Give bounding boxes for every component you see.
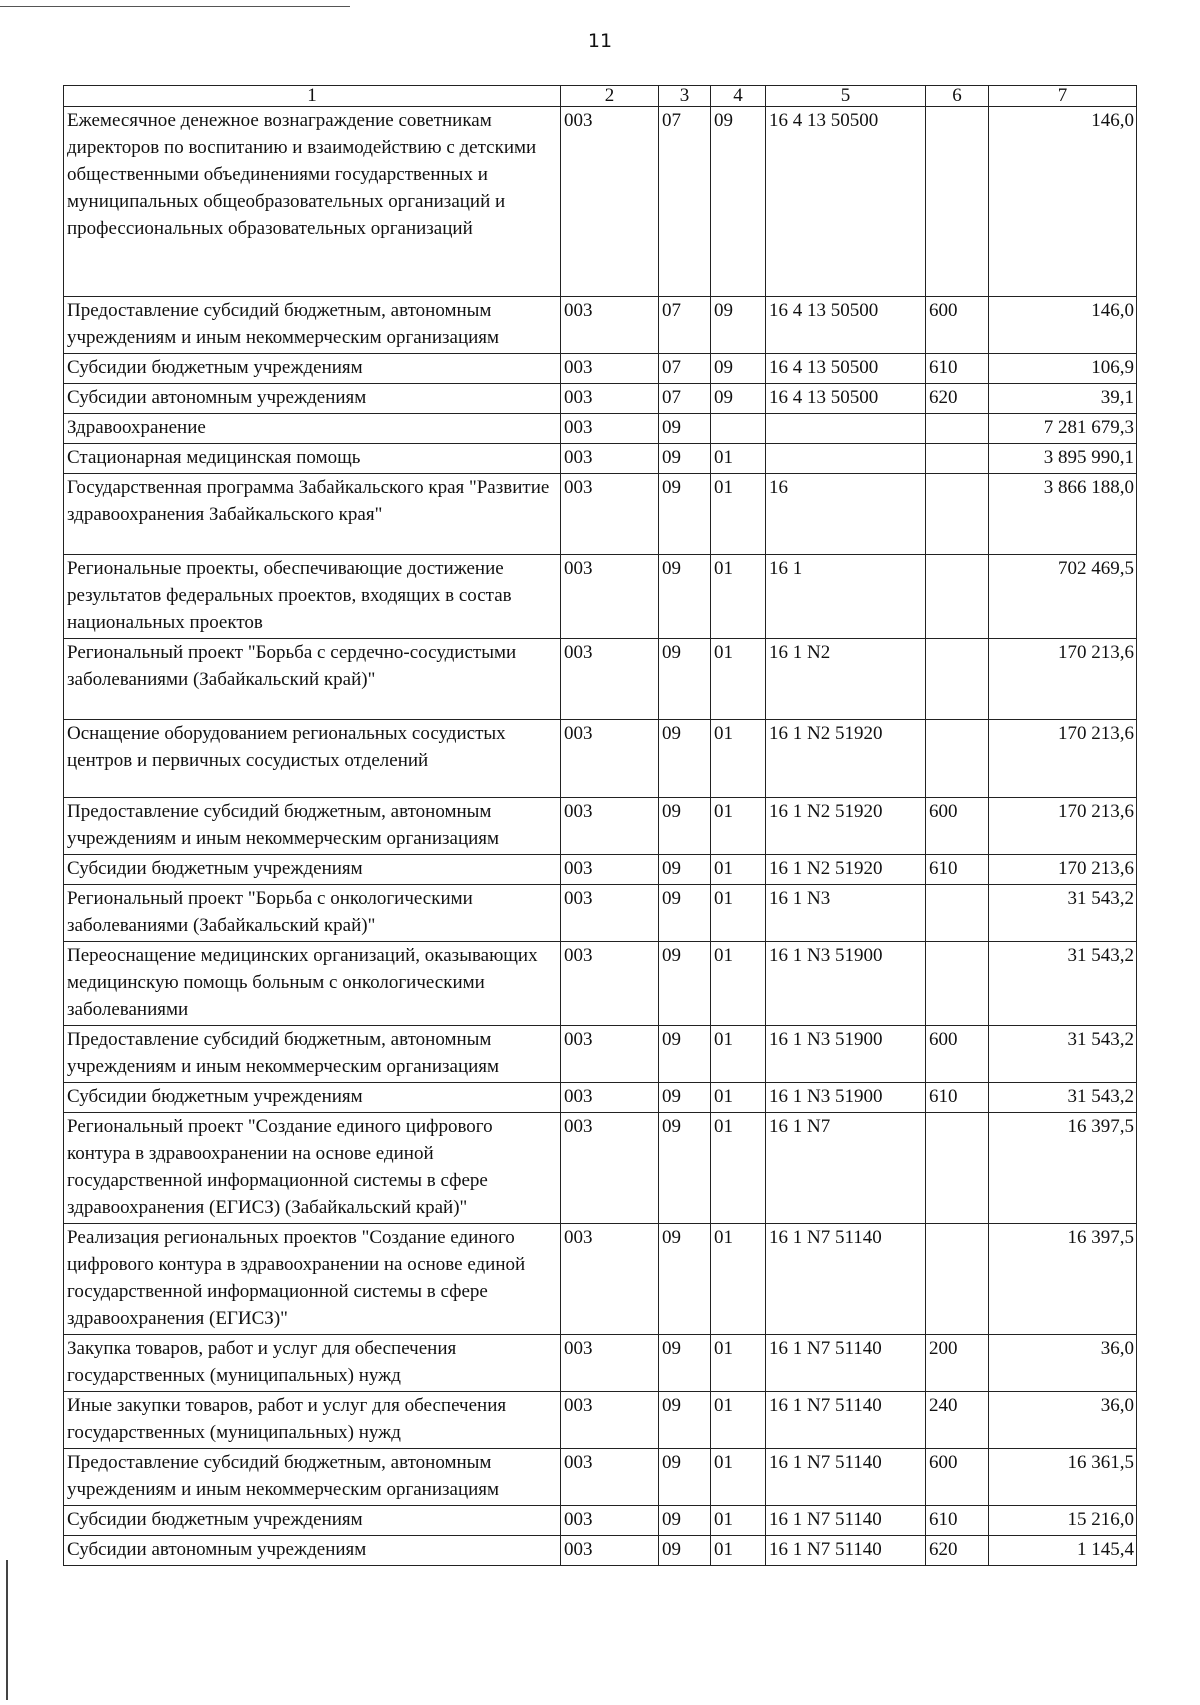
row-subsection: 01 [711, 474, 766, 555]
row-admin-code: 003 [561, 720, 659, 798]
row-admin-code: 003 [561, 1536, 659, 1566]
row-subsection: 01 [711, 1113, 766, 1224]
row-expense-type: 240 [926, 1392, 989, 1449]
budget-table [63, 85, 1137, 1566]
row-section: 09 [659, 1113, 711, 1224]
row-section: 07 [659, 107, 711, 297]
row-name: Региональный проект "Создание единого цифрового контура в здравоохранении на основе единой государственной информационной системы в сфере здравоохранения (ЕГИСЗ) (Забайкальский край)" [64, 1113, 561, 1224]
row-subsection: 01 [711, 855, 766, 885]
row-section: 09 [659, 555, 711, 639]
row-subsection: 01 [711, 798, 766, 855]
row-admin-code: 003 [561, 1392, 659, 1449]
row-section: 09 [659, 885, 711, 942]
row-name: Субсидии бюджетным учреждениям [64, 855, 561, 885]
header-cell-3: 3 [659, 86, 711, 107]
table-row [64, 297, 1137, 354]
row-admin-code: 003 [561, 354, 659, 384]
table-row [64, 1113, 1137, 1224]
row-section: 07 [659, 354, 711, 384]
row-name: Оснащение оборудованием региональных сосудистых центров и первичных сосудистых отделений [64, 720, 561, 798]
header-cell-4: 4 [711, 86, 766, 107]
table-row [64, 1083, 1137, 1113]
row-admin-code: 003 [561, 384, 659, 414]
row-admin-code: 003 [561, 1506, 659, 1536]
row-section: 09 [659, 720, 711, 798]
row-admin-code: 003 [561, 1224, 659, 1335]
row-target-article [766, 444, 926, 474]
row-admin-code: 003 [561, 414, 659, 444]
row-amount: 3 895 990,1 [989, 444, 1137, 474]
row-name: Предоставление субсидий бюджетным, автономным учреждениям и иным некоммерческим организациям [64, 1449, 561, 1506]
table-row [64, 1392, 1137, 1449]
row-amount: 170 213,6 [989, 798, 1137, 855]
row-name: Закупка товаров, работ и услуг для обеспечения государственных (муниципальных) нужд [64, 1335, 561, 1392]
table-row [64, 1224, 1137, 1335]
row-expense-type [926, 1224, 989, 1335]
row-expense-type: 620 [926, 384, 989, 414]
row-expense-type: 600 [926, 297, 989, 354]
row-expense-type: 600 [926, 1449, 989, 1506]
row-admin-code: 003 [561, 1083, 659, 1113]
row-name: Иные закупки товаров, работ и услуг для обеспечения государственных (муниципальных) нужд [64, 1392, 561, 1449]
row-expense-type [926, 720, 989, 798]
row-section: 09 [659, 474, 711, 555]
row-subsection: 01 [711, 942, 766, 1026]
table-row [64, 1506, 1137, 1536]
row-section: 09 [659, 639, 711, 720]
row-expense-type: 200 [926, 1335, 989, 1392]
row-amount: 170 213,6 [989, 855, 1137, 885]
row-admin-code: 003 [561, 474, 659, 555]
row-amount: 16 397,5 [989, 1113, 1137, 1224]
row-amount: 16 361,5 [989, 1449, 1137, 1506]
table-row [64, 1026, 1137, 1083]
row-target-article: 16 1 N2 51920 [766, 720, 926, 798]
row-section: 09 [659, 444, 711, 474]
row-name: Региональный проект "Борьба с онкологическими заболеваниями (Забайкальский край)" [64, 885, 561, 942]
row-name: Реализация региональных проектов "Создание единого цифрового контура в здравоохранении на основе единой государственной информационной системы в сфере здравоохранения (ЕГИСЗ)" [64, 1224, 561, 1335]
table-row [64, 384, 1137, 414]
scan-edge-line [6, 1560, 8, 1700]
row-target-article: 16 1 N2 [766, 639, 926, 720]
row-amount: 170 213,6 [989, 639, 1137, 720]
row-target-article: 16 4 13 50500 [766, 107, 926, 297]
row-expense-type: 610 [926, 1506, 989, 1536]
row-subsection: 01 [711, 555, 766, 639]
table-row [64, 444, 1137, 474]
row-target-article: 16 1 [766, 555, 926, 639]
row-subsection: 01 [711, 1392, 766, 1449]
table-row [64, 885, 1137, 942]
row-section: 07 [659, 297, 711, 354]
row-section: 09 [659, 798, 711, 855]
row-name: Переоснащение медицинских организаций, оказывающих медицинскую помощь больным с онкологическими заболеваниями [64, 942, 561, 1026]
row-target-article: 16 4 13 50500 [766, 354, 926, 384]
row-section: 09 [659, 1536, 711, 1566]
row-target-article: 16 1 N7 51140 [766, 1536, 926, 1566]
row-expense-type: 610 [926, 855, 989, 885]
table-row [64, 354, 1137, 384]
row-name: Стационарная медицинская помощь [64, 444, 561, 474]
row-expense-type [926, 555, 989, 639]
table-row [64, 1335, 1137, 1392]
row-amount: 170 213,6 [989, 720, 1137, 798]
table-row [64, 1536, 1137, 1566]
row-expense-type: 610 [926, 1083, 989, 1113]
row-subsection: 01 [711, 1335, 766, 1392]
row-expense-type [926, 885, 989, 942]
row-section: 09 [659, 1224, 711, 1335]
header-cell-2: 2 [561, 86, 659, 107]
row-subsection: 01 [711, 885, 766, 942]
table-row [64, 1449, 1137, 1506]
row-subsection [711, 414, 766, 444]
row-admin-code: 003 [561, 297, 659, 354]
row-section: 09 [659, 855, 711, 885]
row-name: Региональные проекты, обеспечивающие достижение результатов федеральных проектов, входящих в состав национальных проектов [64, 555, 561, 639]
row-amount: 15 216,0 [989, 1506, 1137, 1536]
row-target-article: 16 1 N7 51140 [766, 1449, 926, 1506]
row-target-article [766, 414, 926, 444]
row-admin-code: 003 [561, 639, 659, 720]
row-expense-type: 600 [926, 1026, 989, 1083]
row-admin-code: 003 [561, 942, 659, 1026]
row-subsection: 01 [711, 1083, 766, 1113]
row-subsection: 01 [711, 1224, 766, 1335]
row-admin-code: 003 [561, 798, 659, 855]
row-amount: 7 281 679,3 [989, 414, 1137, 444]
row-expense-type [926, 474, 989, 555]
row-name: Здравоохранение [64, 414, 561, 444]
row-admin-code: 003 [561, 1113, 659, 1224]
header-cell-7: 7 [989, 86, 1137, 107]
row-section: 09 [659, 414, 711, 444]
row-subsection: 09 [711, 384, 766, 414]
row-admin-code: 003 [561, 107, 659, 297]
row-target-article: 16 1 N2 51920 [766, 798, 926, 855]
table-row [64, 107, 1137, 297]
row-expense-type [926, 942, 989, 1026]
row-target-article: 16 4 13 50500 [766, 297, 926, 354]
row-section: 09 [659, 1449, 711, 1506]
row-target-article: 16 1 N3 51900 [766, 1083, 926, 1113]
row-target-article: 16 1 N2 51920 [766, 855, 926, 885]
row-amount: 16 397,5 [989, 1224, 1137, 1335]
row-expense-type: 620 [926, 1536, 989, 1566]
row-expense-type [926, 639, 989, 720]
row-subsection: 01 [711, 1449, 766, 1506]
row-amount: 106,9 [989, 354, 1137, 384]
table-row [64, 639, 1137, 720]
row-subsection: 09 [711, 107, 766, 297]
row-name: Субсидии бюджетным учреждениям [64, 1506, 561, 1536]
row-target-article: 16 1 N7 51140 [766, 1392, 926, 1449]
row-target-article: 16 1 N7 51140 [766, 1335, 926, 1392]
row-subsection: 01 [711, 1026, 766, 1083]
row-name: Предоставление субсидий бюджетным, автономным учреждениям и иным некоммерческим организациям [64, 1026, 561, 1083]
row-subsection: 01 [711, 1536, 766, 1566]
row-amount: 31 543,2 [989, 1083, 1137, 1113]
row-target-article: 16 1 N7 51140 [766, 1506, 926, 1536]
header-row [64, 86, 1137, 107]
row-amount: 702 469,5 [989, 555, 1137, 639]
row-amount: 146,0 [989, 297, 1137, 354]
row-admin-code: 003 [561, 555, 659, 639]
row-amount: 146,0 [989, 107, 1137, 297]
row-amount: 31 543,2 [989, 1026, 1137, 1083]
table-row [64, 414, 1137, 444]
row-name: Предоставление субсидий бюджетным, автономным учреждениям и иным некоммерческим организациям [64, 798, 561, 855]
header-cell-5: 5 [766, 86, 926, 107]
row-subsection: 01 [711, 639, 766, 720]
top-rule [0, 6, 350, 7]
row-name: Региональный проект "Борьба с сердечно-сосудистыми заболеваниями (Забайкальский край)" [64, 639, 561, 720]
row-name: Субсидии автономным учреждениям [64, 1536, 561, 1566]
row-name: Ежемесячное денежное вознаграждение советникам директоров по воспитанию и взаимодействию с детскими общественными объединениями государственных и муниципальных общеобразовательных организаций и профессиональных образовательных организаций [64, 107, 561, 297]
row-target-article: 16 [766, 474, 926, 555]
row-amount: 31 543,2 [989, 885, 1137, 942]
row-subsection: 09 [711, 354, 766, 384]
row-expense-type [926, 107, 989, 297]
row-target-article: 16 1 N7 51140 [766, 1224, 926, 1335]
row-target-article: 16 4 13 50500 [766, 384, 926, 414]
table-row [64, 942, 1137, 1026]
row-section: 09 [659, 1083, 711, 1113]
row-subsection: 01 [711, 720, 766, 798]
row-expense-type [926, 1113, 989, 1224]
table-row [64, 855, 1137, 885]
table-row [64, 798, 1137, 855]
row-section: 09 [659, 1335, 711, 1392]
row-subsection: 01 [711, 1506, 766, 1536]
table-row [64, 474, 1137, 555]
row-section: 07 [659, 384, 711, 414]
row-target-article: 16 1 N3 [766, 885, 926, 942]
row-section: 09 [659, 942, 711, 1026]
row-subsection: 01 [711, 444, 766, 474]
header-cell-1: 1 [64, 86, 561, 107]
row-admin-code: 003 [561, 1449, 659, 1506]
row-expense-type [926, 444, 989, 474]
row-name: Субсидии бюджетным учреждениям [64, 354, 561, 384]
row-expense-type: 600 [926, 798, 989, 855]
page-number: 11 [587, 30, 613, 52]
row-expense-type: 610 [926, 354, 989, 384]
row-amount: 36,0 [989, 1335, 1137, 1392]
header-cell-6: 6 [926, 86, 989, 107]
row-section: 09 [659, 1392, 711, 1449]
row-amount: 39,1 [989, 384, 1137, 414]
row-amount: 3 866 188,0 [989, 474, 1137, 555]
row-target-article: 16 1 N3 51900 [766, 1026, 926, 1083]
row-admin-code: 003 [561, 885, 659, 942]
row-target-article: 16 1 N3 51900 [766, 942, 926, 1026]
row-amount: 1 145,4 [989, 1536, 1137, 1566]
row-name: Субсидии бюджетным учреждениям [64, 1083, 561, 1113]
row-amount: 31 543,2 [989, 942, 1137, 1026]
row-section: 09 [659, 1026, 711, 1083]
row-admin-code: 003 [561, 444, 659, 474]
row-expense-type [926, 414, 989, 444]
table-row [64, 555, 1137, 639]
row-name: Государственная программа Забайкальского края "Развитие здравоохранения Забайкальского края" [64, 474, 561, 555]
row-subsection: 09 [711, 297, 766, 354]
row-amount: 36,0 [989, 1392, 1137, 1449]
row-target-article: 16 1 N7 [766, 1113, 926, 1224]
row-section: 09 [659, 1506, 711, 1536]
row-name: Предоставление субсидий бюджетным, автономным учреждениям и иным некоммерческим организациям [64, 297, 561, 354]
row-admin-code: 003 [561, 1335, 659, 1392]
row-admin-code: 003 [561, 855, 659, 885]
table-row [64, 720, 1137, 798]
row-admin-code: 003 [561, 1026, 659, 1083]
row-name: Субсидии автономным учреждениям [64, 384, 561, 414]
